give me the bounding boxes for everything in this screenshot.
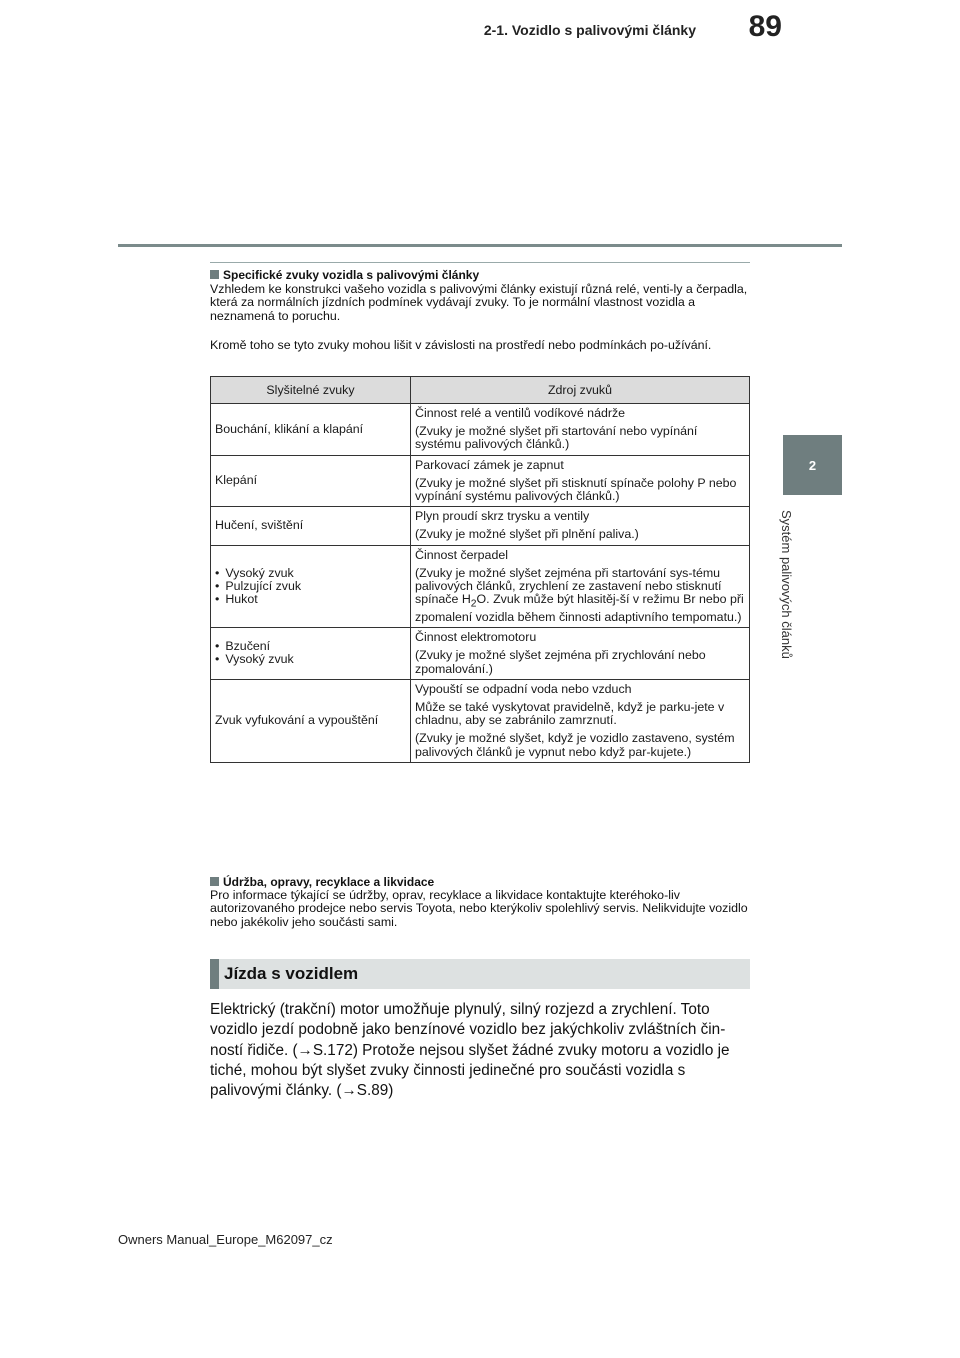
sound-list <box>215 640 406 666</box>
chapter-side-label <box>774 510 814 690</box>
source-line: (Zvuky je možné slyšet při stisknutí spínače polohy P nebo vypínání systému palivových článků.) <box>415 475 737 504</box>
source-line: Vypouští se odpadní voda nebo vzduch <box>415 681 632 696</box>
chapter-tab: 2 <box>783 435 842 495</box>
subscript-text: 2 <box>470 598 477 610</box>
source-line <box>415 567 745 624</box>
section-heading-text: Specifické zvuky vozidla s palivovými články <box>223 268 480 282</box>
intro-paragraph: Vzhledem ke konstrukci vašeho vozidla s palivovými články existují různá relé, venti-ly a čerpadla, která za normálních jízdních podmínek vydávají zvuky. To je normální vlastnost vozidla a neznamená to poruchu. <box>210 282 748 323</box>
square-bullet-icon <box>210 877 219 886</box>
table-row <box>211 545 750 627</box>
driving-section-title: Jízda s vozidlem <box>224 964 359 983</box>
source-line: Činnost relé a ventilů vodíkové nádrže <box>415 406 626 420</box>
sound-cell: Klepání <box>211 455 411 507</box>
footer-text: Owners Manual_Europe_M62097_cz <box>118 1232 333 1247</box>
sound-cell: Bouchání, klikání a klapání <box>211 404 411 456</box>
source-text-part: (Zvuky je možné slyšet zejména při startování sys-tému palivových článků, zrychlení ze zastavení nebo stisknutí spínače H <box>415 565 722 607</box>
column-header-sounds: Slyšitelné zvuky <box>211 377 411 404</box>
driving-section-banner <box>210 959 750 989</box>
sounds-table <box>210 376 750 763</box>
sound-cell: Hučení, svištění <box>211 507 411 545</box>
source-line: (Zvuky je možné slyšet při plnění paliva.) <box>415 527 639 542</box>
source-line: Činnost elektromotoru <box>415 630 537 645</box>
list-item: • Pulzující zvuk <box>215 580 406 593</box>
source-cell <box>411 507 750 545</box>
content-rule <box>210 262 750 263</box>
column-header-source: Zdroj zvuků <box>411 377 750 404</box>
page-number: 89 <box>748 10 782 43</box>
section-heading-text: Údržba, opravy, recyklace a likvidace <box>223 875 435 889</box>
section-heading-maintenance <box>210 875 434 889</box>
table-row <box>211 404 750 456</box>
list-item: • Vysoký zvuk <box>215 567 406 580</box>
table-row <box>211 455 750 507</box>
section-heading-specific-sounds <box>210 268 479 282</box>
source-line: Činnost čerpadel <box>415 547 508 562</box>
source-line: Plyn proudí skrz trysku a ventily <box>415 509 590 524</box>
maintenance-paragraph: Pro informace týkající se údržby, oprav, recyklace a likvidace kontaktujte kteréhoko-liv autorizovaného prodejce nebo servis Toyota, nebo kterýkoliv spolehlivý servis. Nelikvidujte vozidlo nebo jakékoliv jeho součásti sami. <box>210 888 748 929</box>
driving-paragraph: Elektrický (trakční) motor umožňuje plynulý, silný rozjezd a zrychlení. Toto vozidlo jezdí podobně jako benzínové vozidlo bez jakýchkoliv zvláštních čin-ností řidiče. (→S.172) Protože nejsou slyšet žádné zvuky motoru a vozidlo je tiché, mohou být slyšet zvuky činnosti jedinečné pro součásti vozidla s palivovými články. (→S.89) <box>210 1001 730 1100</box>
list-item: • Hukot <box>215 593 406 606</box>
table-row <box>211 507 750 545</box>
sound-list <box>215 567 406 607</box>
table-row <box>211 679 750 762</box>
source-line: (Zvuky je možné slyšet při startování nebo vypínání systému palivových článků.) <box>415 424 698 452</box>
square-bullet-icon <box>210 270 219 279</box>
source-cell <box>411 404 750 456</box>
table-header-row <box>211 377 750 404</box>
header-rule <box>118 244 842 247</box>
source-line: (Zvuky je možné slyšet, když je vozidlo zastaveno, systém palivových článků je vypnut nebo když par-kujete.) <box>415 731 735 759</box>
source-cell <box>411 545 750 627</box>
source-cell <box>411 455 750 507</box>
list-item: • Bzučení <box>215 640 406 653</box>
source-text-part: O. Zvuk může být hlasitěj-ší v režimu Br nebo při zpomalení vozidla během činnosti adaptivního tempomatu.) <box>415 592 744 624</box>
source-line: Parkovací zámek je zapnut <box>415 457 564 472</box>
source-line: Může se také vyskytovat pravidelně, když je parku-jete v chladnu, aby se zabránilo zamrznutí. <box>415 699 725 728</box>
banner-accent <box>210 959 219 989</box>
list-item: • Vysoký zvuk <box>215 653 406 666</box>
source-cell <box>411 628 750 680</box>
sound-cell <box>211 628 411 680</box>
intro-paragraph-2: Kromě toho se tyto zvuky mohou lišit v závislosti na prostředí nebo podmínkách po-užívání. <box>210 338 712 352</box>
section-title: 2-1. Vozidlo s palivovými články <box>483 22 696 38</box>
sound-cell <box>211 545 411 627</box>
sound-cell: Zvuk vyfukování a vypouštění <box>211 679 411 762</box>
table-row <box>211 628 750 680</box>
source-line: (Zvuky je možné slyšet zejména při zrychlování nebo zpomalování.) <box>415 648 706 676</box>
chapter-side-label-text: Systém palivových článků <box>779 510 794 659</box>
source-cell <box>411 679 750 762</box>
